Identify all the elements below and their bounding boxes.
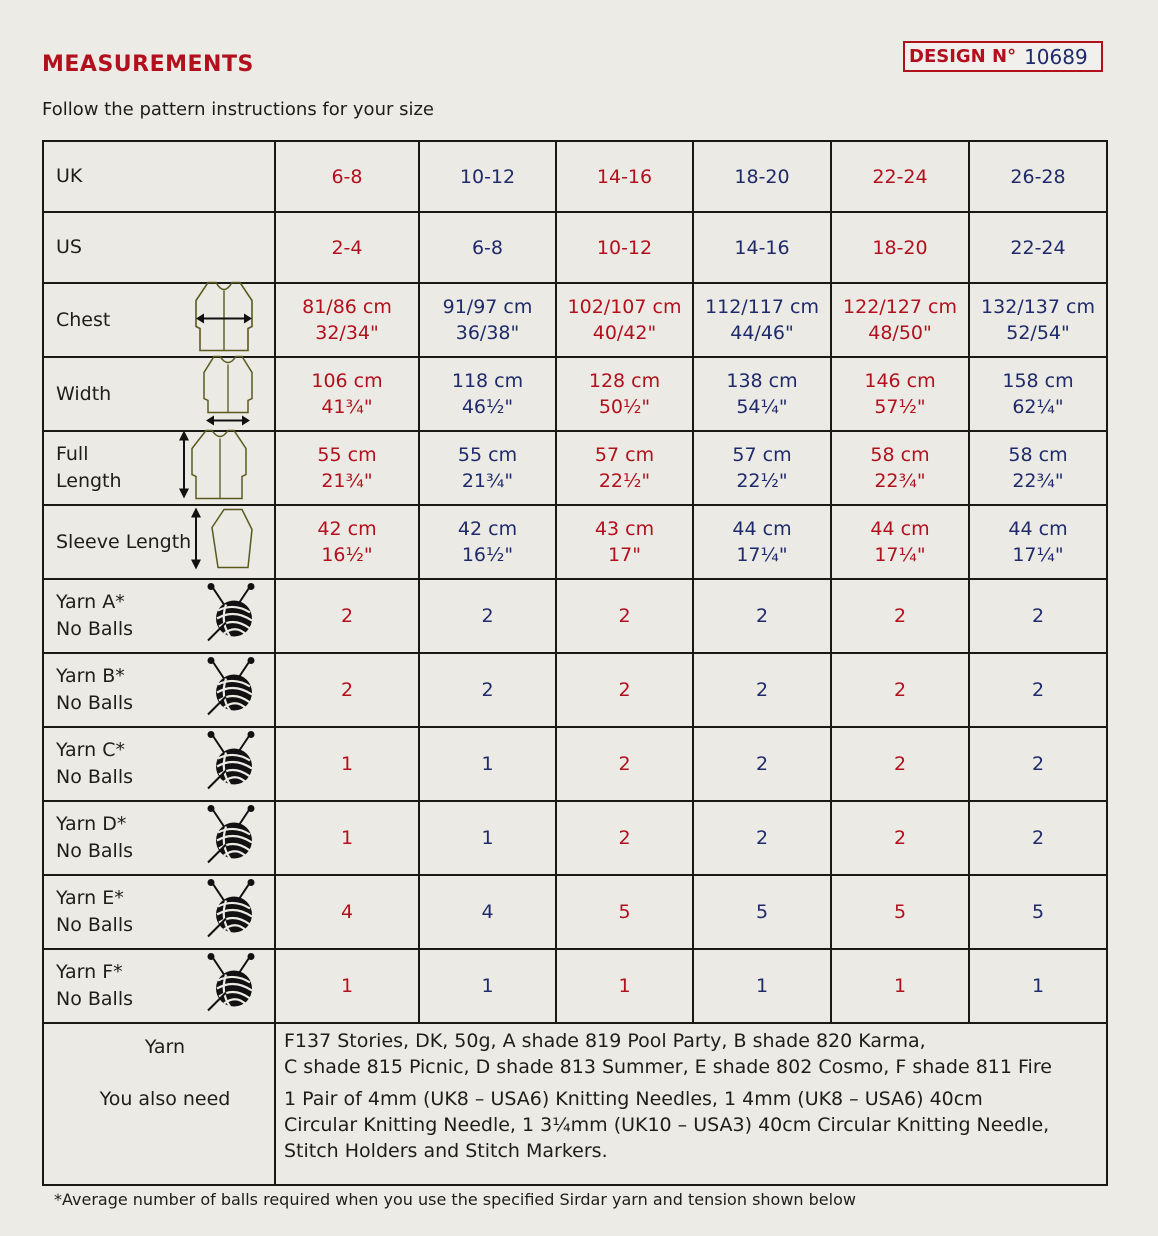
size-cell: 5	[831, 875, 969, 949]
size-cell: 6-8	[419, 212, 556, 283]
row-label-line: Length	[56, 470, 122, 492]
value-cm: 102/107 cm	[567, 296, 682, 318]
table-row	[43, 431, 1107, 505]
size-cell: 2	[275, 653, 419, 727]
row-label-line: No Balls	[56, 988, 134, 1010]
measurements-table	[42, 140, 1108, 1186]
value-inches: 32/34"	[315, 322, 379, 344]
also-need-label: You also need	[99, 1088, 231, 1110]
size-cell: 2-4	[275, 212, 419, 283]
size-cell	[419, 431, 556, 505]
size-cell: 4	[275, 875, 419, 949]
table-row	[43, 801, 1107, 875]
yarn-ball-icon	[204, 731, 256, 798]
size-cell	[556, 431, 693, 505]
value-inches: 57½"	[874, 396, 926, 418]
value-inches: 46½"	[461, 396, 514, 418]
size-cell: 2	[969, 727, 1107, 801]
value-inches: 62¼"	[1012, 396, 1064, 418]
value-inches: 36/38"	[455, 322, 520, 344]
size-cell: 2	[419, 579, 556, 653]
yarn-line: F137 Stories, DK, 50g, A shade 819 Pool Party, B shade 820 Karma,	[284, 1030, 926, 1052]
size-cell: 2	[275, 579, 419, 653]
size-cell	[693, 357, 831, 431]
size-cell: 2	[693, 801, 831, 875]
size-cell: 2	[693, 579, 831, 653]
also-line: Stitch Holders and Stitch Markers.	[284, 1140, 608, 1162]
row-label	[56, 589, 133, 643]
size-cell	[275, 283, 419, 357]
row-label-line: Yarn F*	[56, 961, 123, 983]
value-cm: 158 cm	[1002, 370, 1074, 392]
row-label-line: Yarn E*	[56, 887, 124, 909]
size-cell: 1	[419, 727, 556, 801]
size-cell	[556, 357, 693, 431]
table-row	[43, 141, 1107, 212]
size-cell	[831, 357, 969, 431]
table-row	[43, 949, 1107, 1023]
row-label	[56, 663, 133, 717]
value-cm: 132/137 cm	[981, 296, 1095, 318]
yarn-ball-icon	[204, 805, 256, 872]
value-cm: 122/127 cm	[843, 296, 957, 318]
value-inches: 17¼"	[874, 544, 926, 566]
size-cell: 1	[275, 801, 419, 875]
row-label: Chest	[56, 308, 111, 331]
row-label-cell	[43, 431, 275, 505]
size-cell: 18-20	[693, 141, 831, 212]
value-cm: 112/117 cm	[705, 296, 819, 318]
size-cell: 10-12	[419, 141, 556, 212]
size-cell: 22-24	[969, 212, 1107, 283]
info-text	[275, 1023, 1107, 1185]
size-cell: 5	[556, 875, 693, 949]
size-cell: 2	[831, 579, 969, 653]
row-label-line: No Balls	[56, 840, 134, 862]
value-cm: 91/97 cm	[442, 296, 533, 318]
size-cell	[693, 431, 831, 505]
value-inches: 50½"	[598, 396, 651, 418]
info-labels	[43, 1023, 275, 1185]
value-inches: 21¾"	[321, 470, 373, 492]
row-label-line: Full	[56, 443, 89, 465]
size-cell	[831, 283, 969, 357]
size-cell	[275, 431, 419, 505]
row-label-cell	[43, 727, 275, 801]
cardigan-width-icon	[200, 355, 256, 434]
size-cell: 2	[693, 727, 831, 801]
size-cell: 2	[556, 801, 693, 875]
value-inches: 44/46"	[730, 322, 794, 344]
row-label-cell	[43, 141, 275, 212]
value-cm: 106 cm	[311, 370, 383, 392]
table-row	[43, 653, 1107, 727]
row-label-line: No Balls	[56, 692, 134, 714]
size-cell: 2	[556, 727, 693, 801]
row-label	[56, 737, 133, 791]
footnote: *Average number of balls required when you use the specified Sirdar yarn and tension shown below	[54, 1190, 856, 1209]
row-label-line: Yarn B*	[56, 665, 125, 687]
value-cm: 118 cm	[451, 370, 524, 392]
size-cell: 2	[969, 801, 1107, 875]
row-label-cell	[43, 357, 275, 431]
size-cell: 2	[969, 579, 1107, 653]
value-inches: 22½"	[736, 470, 788, 492]
also-need-description	[284, 1086, 1098, 1164]
row-label-cell	[43, 212, 275, 283]
sleeve-length-icon	[190, 506, 256, 579]
size-cell: 2	[693, 653, 831, 727]
size-cell: 1	[275, 949, 419, 1023]
size-cell: 2	[831, 801, 969, 875]
design-number: 10689	[1024, 44, 1088, 69]
value-cm: 57 cm	[732, 444, 792, 466]
table-row	[43, 579, 1107, 653]
yarn-line: C shade 815 Picnic, D shade 813 Summer, E shade 802 Cosmo, F shade 811 Fire	[284, 1056, 1052, 1078]
size-cell	[419, 283, 556, 357]
size-cell	[275, 357, 419, 431]
row-label-cell	[43, 505, 275, 579]
value-cm: 55 cm	[457, 444, 518, 466]
value-cm: 43 cm	[594, 518, 655, 540]
row-label-line: Yarn A*	[56, 591, 125, 613]
value-inches: 41¾"	[321, 396, 373, 418]
size-cell	[275, 505, 419, 579]
size-cell: 2	[556, 653, 693, 727]
info-row	[43, 1023, 1107, 1185]
yarn-ball-icon	[204, 879, 256, 946]
size-cell: 1	[556, 949, 693, 1023]
table-row	[43, 357, 1107, 431]
value-inches: 54¼"	[736, 396, 788, 418]
subtitle: Follow the pattern instructions for your size	[42, 99, 435, 120]
design-label: DESIGN N°	[909, 46, 1017, 67]
size-cell: 1	[275, 727, 419, 801]
value-cm: 57 cm	[594, 444, 655, 466]
yarn-ball-icon	[204, 657, 256, 724]
value-inches: 52/54"	[1006, 322, 1070, 344]
size-cell: 1	[693, 949, 831, 1023]
yarn-ball-icon	[204, 953, 256, 1020]
size-cell: 1	[419, 801, 556, 875]
row-label-line: No Balls	[56, 766, 134, 788]
cardigan-chest-icon	[192, 281, 256, 360]
value-inches: 22¾"	[1012, 470, 1064, 492]
size-cell: 4	[419, 875, 556, 949]
table-row	[43, 505, 1107, 579]
value-inches: 16½"	[461, 544, 514, 566]
row-label	[56, 959, 133, 1013]
size-cell	[693, 283, 831, 357]
size-cell	[831, 505, 969, 579]
value-cm: 81/86 cm	[302, 296, 392, 318]
size-cell: 1	[419, 949, 556, 1023]
size-cell: 2	[831, 727, 969, 801]
size-cell: 10-12	[556, 212, 693, 283]
value-inches: 22¾"	[874, 470, 926, 492]
value-inches: 48/50"	[868, 322, 932, 344]
value-inches: 21¾"	[461, 470, 514, 492]
size-cell: 1	[969, 949, 1107, 1023]
size-cell: 1	[831, 949, 969, 1023]
row-label: UK	[56, 165, 83, 187]
value-inches: 17"	[608, 544, 641, 566]
row-label-cell	[43, 653, 275, 727]
also-line: 1 Pair of 4mm (UK8 – USA6) Knitting Needles, 1 4mm (UK8 – USA6) 40cm	[284, 1088, 983, 1110]
row-label-cell	[43, 875, 275, 949]
value-cm: 42 cm	[317, 518, 377, 540]
size-cell	[969, 505, 1107, 579]
row-label-line: Yarn D*	[56, 813, 127, 835]
row-label	[56, 441, 122, 495]
row-label: Width	[56, 382, 112, 405]
table-row	[43, 283, 1107, 357]
yarn-label: Yarn	[144, 1036, 186, 1058]
size-cell	[419, 505, 556, 579]
yarn-description	[284, 1028, 1098, 1080]
size-cell: 14-16	[693, 212, 831, 283]
yarn-ball-icon	[204, 583, 256, 650]
row-label-cell	[43, 949, 275, 1023]
size-cell	[556, 283, 693, 357]
row-label-line: No Balls	[56, 618, 134, 640]
value-cm: 44 cm	[870, 518, 930, 540]
row-label	[56, 885, 133, 939]
size-cell: 2	[831, 653, 969, 727]
table-row	[43, 875, 1107, 949]
value-cm: 44 cm	[732, 518, 792, 540]
row-label-cell	[43, 801, 275, 875]
row-label: Sleeve Length	[56, 530, 192, 553]
size-cell: 2	[969, 653, 1107, 727]
size-cell: 2	[419, 653, 556, 727]
size-cell: 22-24	[831, 141, 969, 212]
table-row	[43, 727, 1107, 801]
size-cell	[419, 357, 556, 431]
value-cm: 146 cm	[864, 370, 936, 392]
value-inches: 17¼"	[1012, 544, 1064, 566]
value-cm: 42 cm	[457, 518, 518, 540]
value-cm: 128 cm	[588, 370, 661, 392]
value-cm: 44 cm	[1008, 518, 1068, 540]
value-inches: 16½"	[321, 544, 373, 566]
design-number-box	[903, 41, 1103, 72]
value-cm: 58 cm	[1008, 444, 1068, 466]
size-cell: 5	[693, 875, 831, 949]
size-cell: 6-8	[275, 141, 419, 212]
row-label-line: Yarn C*	[56, 739, 125, 761]
value-cm: 138 cm	[726, 370, 798, 392]
table-row	[43, 212, 1107, 283]
value-inches: 22½"	[598, 470, 651, 492]
size-cell: 26-28	[969, 141, 1107, 212]
row-label-cell	[43, 283, 275, 357]
size-cell: 5	[969, 875, 1107, 949]
row-label-cell	[43, 579, 275, 653]
row-label-line: No Balls	[56, 914, 134, 936]
row-label: US	[56, 236, 82, 258]
size-cell	[831, 431, 969, 505]
size-cell: 14-16	[556, 141, 693, 212]
row-label	[56, 811, 133, 865]
page-title: MEASUREMENTS	[42, 52, 254, 77]
size-cell	[969, 283, 1107, 357]
value-inches: 17¼"	[736, 544, 788, 566]
also-line: Circular Knitting Needle, 1 3¼mm (UK10 – USA3) 40cm Circular Knitting Needle,	[284, 1114, 1050, 1136]
value-inches: 40/42"	[592, 322, 657, 344]
size-cell	[969, 357, 1107, 431]
value-cm: 58 cm	[870, 444, 930, 466]
cardigan-length-icon	[176, 429, 256, 508]
value-cm: 55 cm	[317, 444, 377, 466]
size-cell	[693, 505, 831, 579]
size-cell: 18-20	[831, 212, 969, 283]
size-cell: 2	[556, 579, 693, 653]
size-cell	[556, 505, 693, 579]
size-cell	[969, 431, 1107, 505]
